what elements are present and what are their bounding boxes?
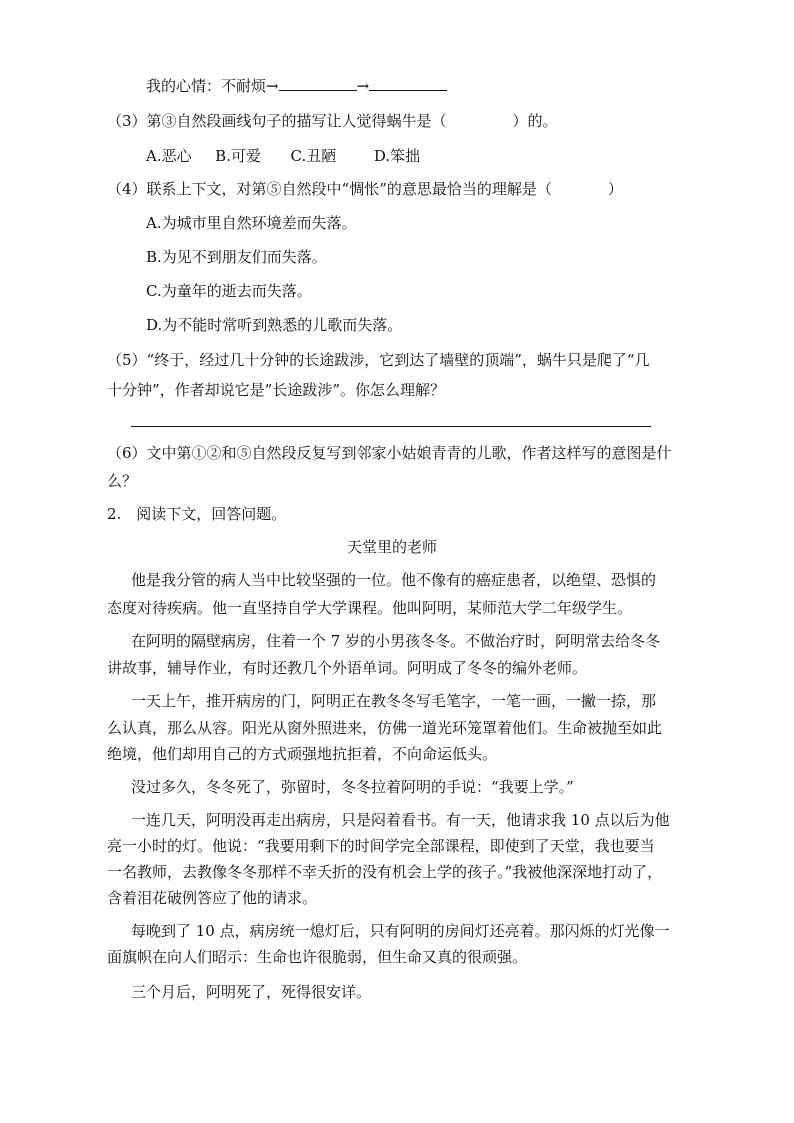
mood-prefix: 我的心情：不耐烦→ xyxy=(146,77,279,95)
option-d[interactable]: D.笨拙 xyxy=(373,147,421,165)
mood-blank-1[interactable] xyxy=(279,76,357,91)
passage-line-12: 含着泪花破例答应了他的请求。 xyxy=(107,889,318,907)
passage-line-2: 态度对待疾病。他一直坚持自学大学课程。他叫阿明，某师范大学二年级学生。 xyxy=(107,599,633,617)
option-c[interactable]: C.丑陋 xyxy=(290,147,337,165)
passage-line-13: 每晚到了 10 点，病房统一熄灯后，只有阿明的房间灯还亮着。那闪烁的灯光像一 xyxy=(131,922,670,940)
passage-line-5: 一天上午，推开病房的门，阿明正在教冬冬写毛笔字，一笔一画，一撇一捺，那 xyxy=(131,692,657,710)
question-6-line-1: （6）文中第①②和⑤自然段反复写到邻家小姑娘青青的儿歌，作者这样写的意图是什 xyxy=(107,444,672,462)
question-5-line-1: （5）“终于，经过几十分钟的长途跋涉，它到达了墙壁的顶端”，蜗牛只是爬了“几 xyxy=(107,351,650,369)
section-2-heading: 2. 阅读下文，回答问题。 xyxy=(107,505,287,523)
question-4-stem: （4）联系上下文，对第⑤自然段中“惆怅”的意思最恰当的理解是（ ） xyxy=(107,180,623,198)
question-4-option-b[interactable]: B.为见不到朋友们而失落。 xyxy=(146,248,327,266)
passage-line-1: 他是我分管的病人当中比较坚强的一位。他不像有的癌症患者，以绝望、恐惧的 xyxy=(131,571,657,589)
passage-line-11: 一名教师，去教像冬冬那样不幸夭折的没有机会上学的孩子。”我被他深深地打动了， xyxy=(107,863,663,881)
passage-line-6: 么认真，那么从容。阳光从窗外照进来，仿佛一道光环笼罩着他们。生命被抛至如此 xyxy=(107,719,663,737)
passage-line-3: 在阿明的隔壁病房，住着一个 7 岁的小男孩冬冬。不做治疗时，阿明常去给冬冬 xyxy=(131,632,661,650)
question-4-option-d[interactable]: D.为不能时常听到熟悉的儿歌而失落。 xyxy=(146,316,403,334)
passage-line-7: 绝境，他们却用自己的方式顽强地抗拒着，不向命运低头。 xyxy=(107,745,498,763)
passage-line-15: 三个月后，阿明死了，死得很安详。 xyxy=(131,983,372,1001)
question-4-option-c[interactable]: C.为童年的逝去而失落。 xyxy=(146,282,312,300)
mood-arrow: → xyxy=(356,77,370,95)
passage-line-14: 面旗帜在向人们昭示：生命也许很脆弱，但生命又真的很顽强。 xyxy=(107,948,528,966)
question-5-line-2: 十分钟”，作者却说它是”长途跋涉”。你怎么理解？ xyxy=(107,381,446,399)
passage-line-10: 亮一小时的灯。他说：“我要用剩下的时间学完全部课程，即使到了天堂，我也要当 xyxy=(107,837,655,855)
question-3-options xyxy=(146,146,420,166)
question-3-stem: （3）第③自然段画线句子的描写让人觉得蜗牛是（ ）的。 xyxy=(107,112,558,130)
mood-blank-2[interactable] xyxy=(369,76,447,91)
mood-line xyxy=(146,76,447,96)
passage-line-9: 一连几天，阿明没再走出病房，只是闷着看书。有一天，他请求我 10 点以后为他 xyxy=(131,811,670,829)
passage-line-4: 讲故事，辅导作业，有时还教几个外语单词。阿明成了冬冬的编外老师。 xyxy=(107,659,588,677)
question-4-option-a[interactable]: A.为城市里自然环境差而失落。 xyxy=(146,214,357,232)
passage-title: 天堂里的老师 xyxy=(347,538,438,556)
option-a[interactable]: A.恶心 xyxy=(146,147,192,165)
passage-line-8: 没过多久，冬冬死了，弥留时，冬冬拉着阿明的手说：“我要上学。” xyxy=(131,778,574,796)
question-6-line-2: 么？ xyxy=(107,472,138,490)
question-5-answer-line[interactable] xyxy=(131,426,651,427)
option-b[interactable]: B.可爱 xyxy=(215,147,261,165)
